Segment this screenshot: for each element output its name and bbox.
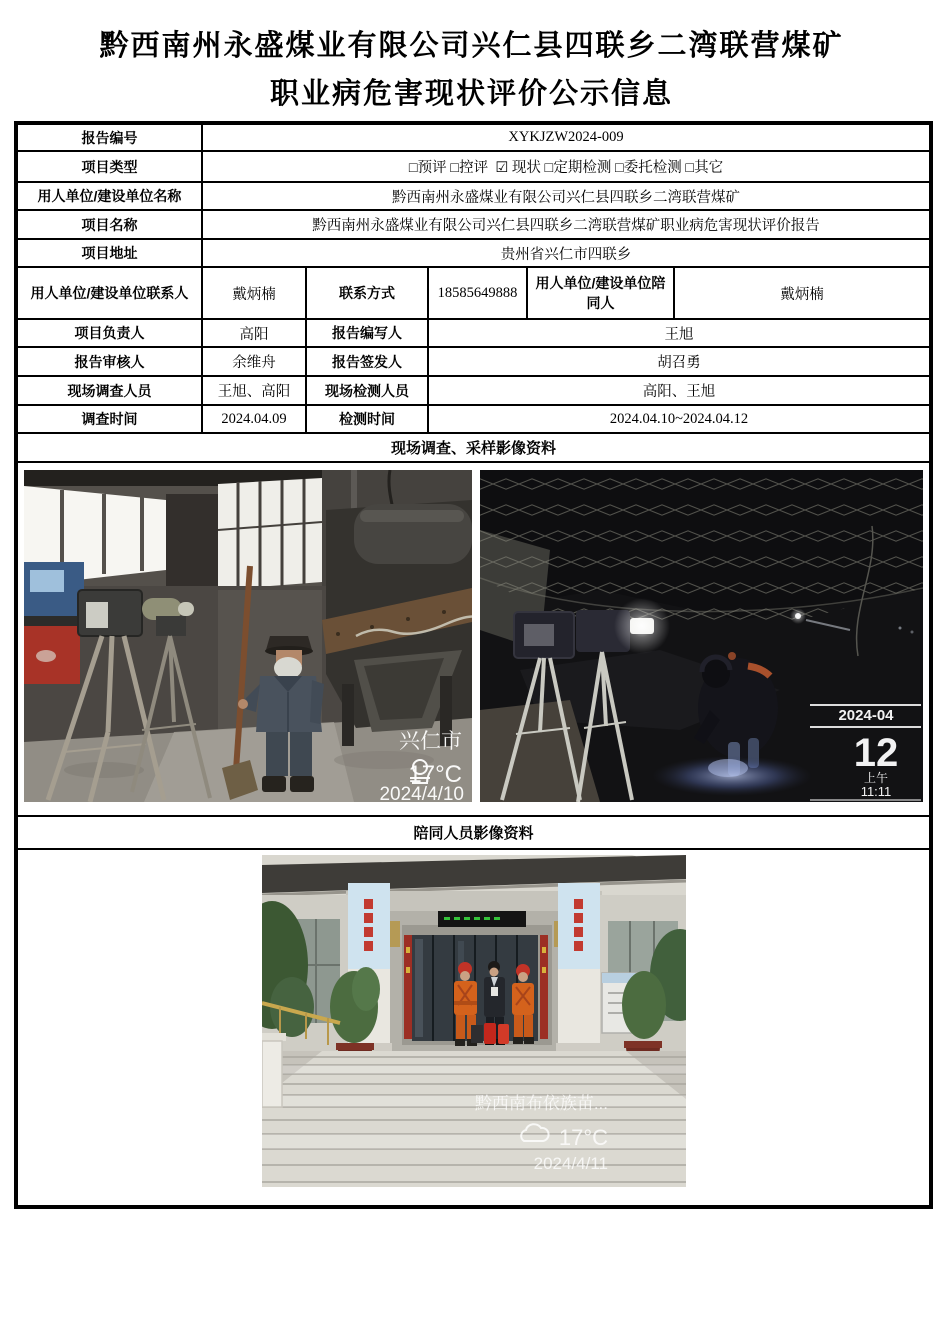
window-middle — [218, 478, 322, 590]
photo-workshop-sampling — [24, 470, 472, 802]
escort-temperature-text: 17°C — [558, 1125, 608, 1150]
survey-photos-cell — [16, 462, 931, 816]
table-row-survey-photos — [16, 462, 931, 816]
project-name-value: 黔西南州永盛煤业有限公司兴仁县四联乡二湾联营煤矿职业病危害现状评价报告 — [202, 210, 931, 239]
escort-name: 戴炳楠 — [674, 267, 931, 319]
table-row-project-type — [16, 151, 931, 182]
reviewer-value: 余维舟 — [202, 347, 306, 376]
employer-value: 黔西南州永盛煤业有限公司兴仁县四联乡二湾联营煤矿 — [202, 182, 931, 210]
led-sign — [438, 911, 526, 927]
leader-value: 高阳 — [202, 319, 306, 347]
table-row-project-name — [16, 210, 931, 239]
table-row-contact — [16, 267, 931, 319]
workshop-location-text: 兴仁市 — [399, 730, 462, 753]
survey-media-header: 现场调查、采样影像资料 — [16, 433, 931, 462]
survey-date-label: 调查时间 — [16, 405, 202, 433]
testers-value: 高阳、王旭 — [428, 376, 931, 405]
escort-location-text: 黔西南布依族苗... — [474, 1094, 608, 1113]
survey-date-value: 2024.04.09 — [202, 405, 306, 433]
surveyors-value: 王旭、高阳 — [202, 376, 306, 405]
project-name-label: 项目名称 — [16, 210, 202, 239]
report-no-label: 报告编号 — [16, 123, 202, 151]
phone-value: 18585649888 — [428, 267, 527, 319]
writer-label: 报告编写人 — [306, 319, 428, 347]
glass-entrance — [390, 911, 564, 1045]
info-table — [14, 121, 933, 1209]
table-row-leader — [16, 319, 931, 347]
photo-underground-mine — [480, 470, 923, 802]
table-row-escort-photo — [16, 849, 931, 1207]
table-row-dates — [16, 405, 931, 433]
escort-photo-cell — [16, 849, 931, 1207]
escort-date-text: 2024/4/11 — [533, 1154, 608, 1173]
address-value: 贵州省兴仁市四联乡 — [202, 239, 931, 267]
stairs — [262, 1051, 686, 1187]
baluster — [262, 1041, 282, 1107]
project-type-label: 项目类型 — [16, 151, 202, 182]
escort-photo-wrap — [18, 850, 929, 1205]
table-row-address — [16, 239, 931, 267]
underground-month-text: 2024-04 — [838, 707, 894, 724]
photo-escort-group — [262, 855, 686, 1187]
address-label: 项目地址 — [16, 239, 202, 267]
project-type-checkboxes: □预评 □控评 ☑ 现状 □定期检测 □委托检测 □其它 — [202, 151, 931, 182]
test-date-value: 2024.04.10~2024.04.12 — [428, 405, 931, 433]
table-row-surveyors — [16, 376, 931, 405]
contact-label: 用人单位/建设单位联系人 — [16, 267, 202, 319]
document-title-line2: 职业病危害现状评价公示信息 — [269, 78, 673, 110]
surveyors-label: 现场调查人员 — [16, 376, 202, 405]
underground-period-text: 上午 — [863, 771, 889, 785]
instrument-light-glow — [614, 598, 670, 654]
underground-day-text: 12 — [853, 731, 899, 775]
table-row-survey-media-header — [16, 433, 931, 462]
contact-name: 戴炳楠 — [202, 267, 306, 319]
writer-value: 王旭 — [428, 319, 931, 347]
brass-plaque-left — [390, 921, 400, 947]
survey-photos — [18, 463, 929, 815]
respirator-mask — [274, 657, 302, 679]
test-date-label: 检测时间 — [306, 405, 428, 433]
table-row-escort-media-header — [16, 816, 931, 849]
baluster-cap — [262, 1033, 286, 1041]
issuer-label: 报告签发人 — [306, 347, 428, 376]
issuer-value: 胡召勇 — [428, 347, 931, 376]
leader-label: 项目负责人 — [16, 319, 202, 347]
table-row-employer — [16, 182, 931, 210]
coal-machinery — [322, 500, 472, 746]
table-row-reviewer — [16, 347, 931, 376]
workshop-date-text: 2024/4/10 — [379, 784, 464, 802]
testers-label: 现场检测人员 — [306, 376, 428, 405]
escort-media-header: 陪同人员影像资料 — [16, 816, 931, 849]
escort-label: 用人单位/建设单位陪同人 — [527, 267, 674, 319]
report-no-value: XYKJZW2024-009 — [202, 123, 931, 151]
reviewer-label: 报告审核人 — [16, 347, 202, 376]
underground-time-text: 11:11 — [860, 784, 892, 799]
table-row-report-no — [16, 123, 931, 151]
id-badge — [491, 987, 498, 996]
workshop-temperature-text: 17°C — [408, 761, 462, 788]
employer-label: 用人单位/建设单位名称 — [16, 182, 202, 210]
phone-label: 联系方式 — [306, 267, 428, 319]
equipment-cases — [471, 1023, 509, 1044]
document-title-line1: 黔西南州永盛煤业有限公司兴仁县四联乡二湾联营煤矿 — [99, 30, 844, 62]
